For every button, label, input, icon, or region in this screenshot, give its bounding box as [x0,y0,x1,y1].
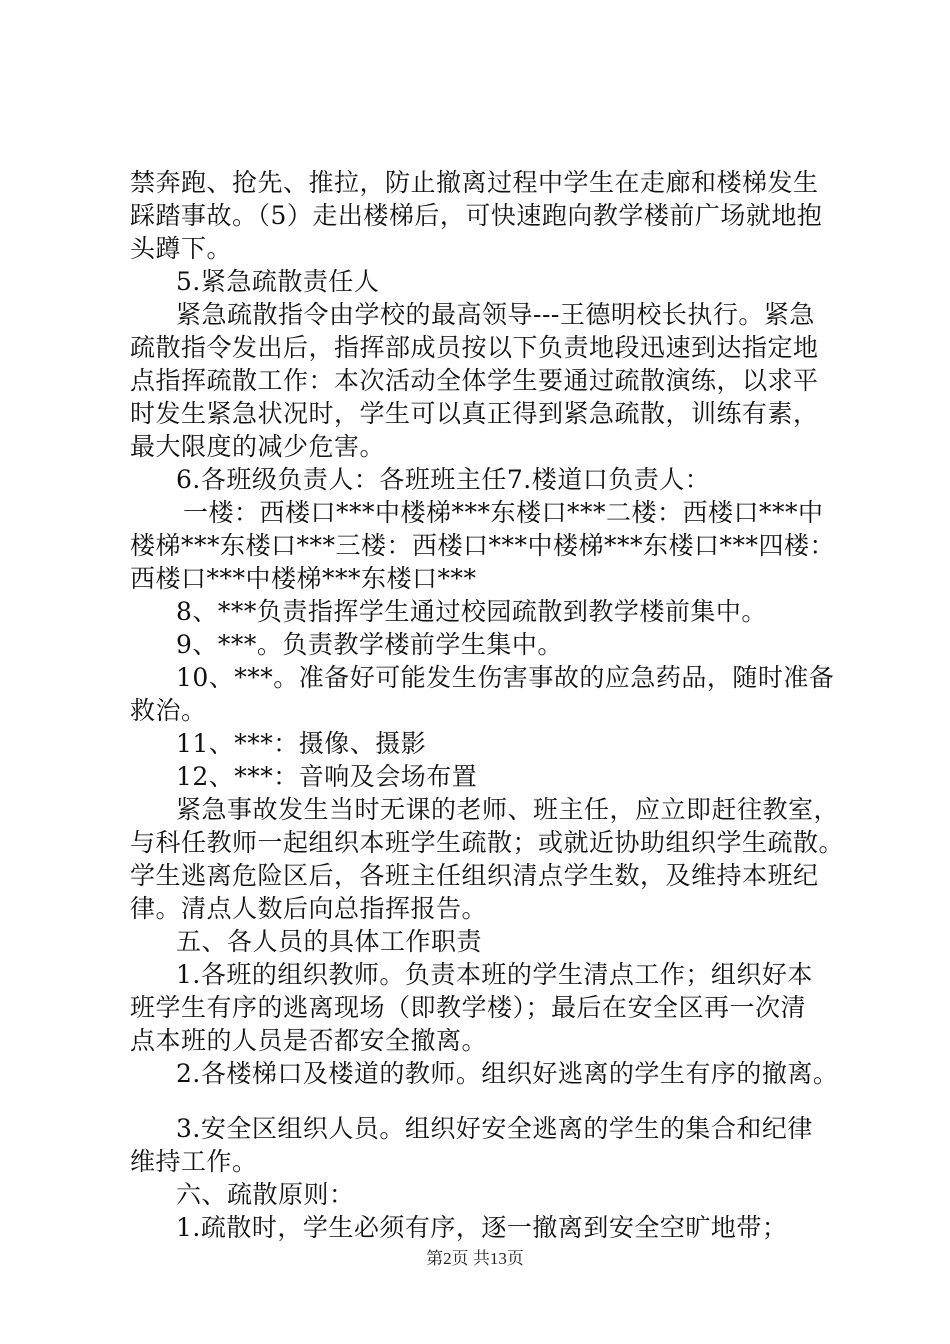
list-item: 12、***：音响及会场布置 [176,762,478,791]
body-text-line: 最大限度的减少危害。 [130,432,386,461]
list-item: 11、***：摄像、摄影 [176,729,427,758]
body-text-line: 疏散指令发出后，指挥部成员按以下负责地段迅速到达指定地 [130,333,819,362]
list-item: 8、***负责指挥学生通过校园疏散到教学楼前集中。 [176,597,767,626]
body-text-line: 紧急疏散指令由学校的最高领导---王德明校长执行。紧急 [176,300,815,329]
section-heading: 5.紧急疏散责任人 [176,267,380,296]
body-text-line: 班学生有序的逃离现场（即教学楼）；最后在安全区再一次清 [130,993,807,1022]
body-text-line: 律。清点人数后向总指挥报告。 [130,894,488,923]
list-item: 3.安全区组织人员。组织好安全逃离的学生的集合和纪律 [176,1114,813,1143]
body-text-line: 维持工作。 [130,1147,258,1176]
list-item: 10、***。准备好可能发生伤害事故的应急药品，随时准备 [176,663,835,692]
body-text-line: 踩踏事故。（5）走出楼梯后，可快速跑向教学楼前广场就地抱 [130,201,823,230]
body-text-line: 6.各班级负责人：各班班主任7.楼道口负责人： [176,465,711,494]
body-text-line: 点本班的人员是否都安全撤离。 [130,1026,488,1055]
body-text-line: 点指挥疏散工作：本次活动全体学生要通过疏散演练，以求平 [130,366,819,395]
body-text-line: 与科任教师一起组织本班学生疏散；或就近协助组织学生疏散。 [130,828,845,857]
body-text-line: 救治。 [130,696,207,725]
page-footer: 第2页 共13页 [426,1249,524,1268]
list-item: 9、***。负责教学楼前学生集中。 [176,630,563,659]
body-text-line: 头蹲下。 [130,234,233,263]
body-text-line: 学生逃离危险区后，各班主任组织清点学生数，及维持本班纪 [130,861,819,890]
body-text-line: 一楼：西楼口***中楼梯***东楼口***二楼：西楼口***中 [183,498,824,527]
body-text-line: 西楼口***中楼梯***东楼口*** [130,564,477,593]
body-text-line: 楼梯***东楼口***三楼：西楼口***中楼梯***东楼口***四楼： [130,531,836,560]
section-heading: 六、疏散原则： [176,1180,355,1209]
list-item: 1.各班的组织教师。负责本班的学生清点工作；组织好本 [176,960,813,989]
section-heading: 五、各人员的具体工作职责 [176,927,483,956]
body-text-line: 禁奔跑、抢先、推拉，防止撤离过程中学生在走廊和楼梯发生 [130,168,819,197]
body-text-line: 时发生紧急状况时，学生可以真正得到紧急疏散，训练有素， [130,399,819,428]
list-item: 1.疏散时，学生必须有序，逐一撤离到安全空旷地带； [176,1213,788,1242]
body-text-line: 紧急事故发生当时无课的老师、班主任，应立即赶往教室， [176,795,840,824]
list-item: 2.各楼梯口及楼道的教师。组织好逃离的学生有序的撤离。 [176,1059,839,1088]
